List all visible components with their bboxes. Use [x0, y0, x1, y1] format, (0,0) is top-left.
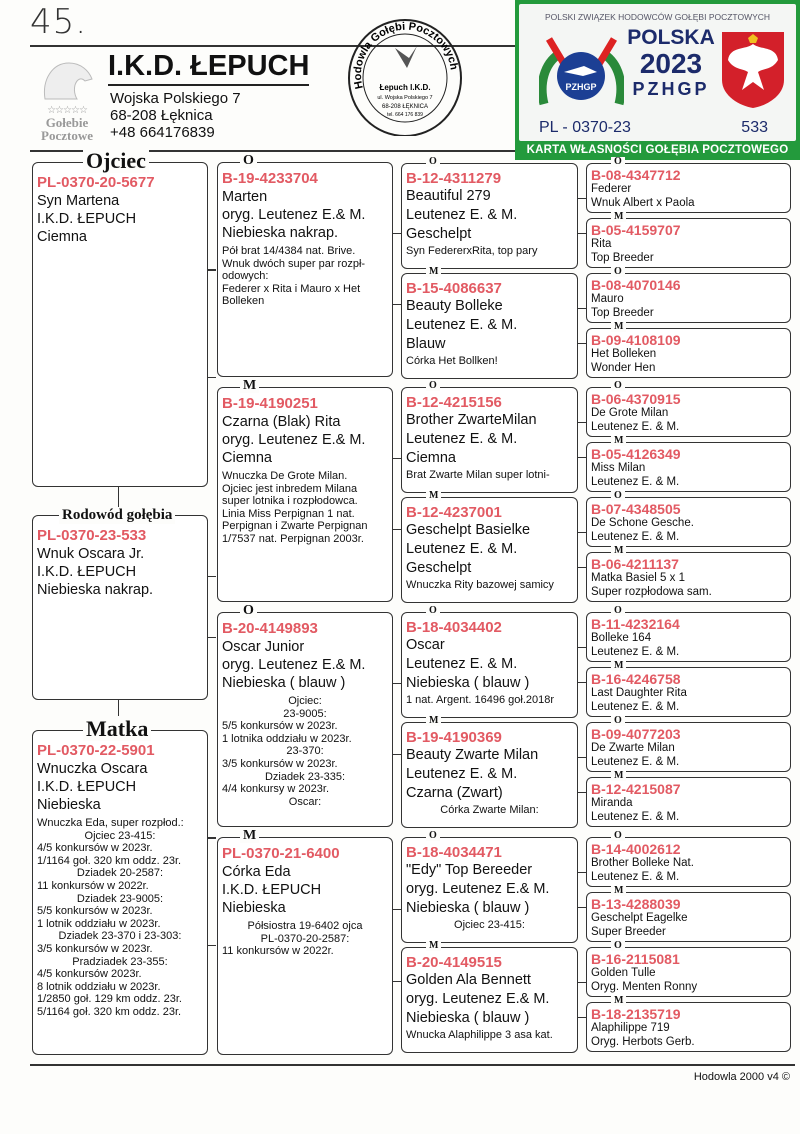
note-line: Córka Het Bollken! [406, 355, 498, 367]
connector-line [578, 757, 586, 758]
pigeon-info-line: Geschelpt [406, 560, 472, 576]
pedigree-card[interactable] [401, 830, 578, 943]
ring-number: B-20-4149515 [406, 954, 502, 971]
ring-number: B-09-4108109 [591, 332, 681, 348]
polish-eagle-emblem-icon [720, 30, 786, 108]
connector-line [578, 567, 586, 568]
ring-number: B-20-4149893 [222, 620, 318, 637]
ring-number: B-12-4215156 [406, 394, 502, 411]
pigeon-info-line: Leutenez E. & M. [591, 756, 680, 768]
pedigree-card[interactable] [586, 490, 791, 547]
connector-line [578, 907, 586, 908]
ring-number: B-16-4246758 [591, 671, 681, 687]
pigeon-info-line: Alaphilippe 719 [591, 1022, 670, 1034]
pigeon-info-line: Brother ZwarteMilan [406, 412, 537, 428]
pigeon-info-line: Mauro [591, 293, 624, 305]
parent-label: Matka [83, 717, 151, 741]
divider [30, 1064, 795, 1066]
pedigree-card[interactable] [586, 940, 791, 997]
pigeon-notes [222, 695, 388, 808]
pigeon-info-line: I.K.D. ŁEPUCH [37, 211, 137, 227]
pedigree-card[interactable] [217, 603, 393, 827]
pigeon-info-line: Miranda [591, 797, 633, 809]
note-line: Wnuk dwóch super par rozpł- [222, 257, 366, 270]
pigeon-notes [406, 579, 573, 592]
pigeon-info-line: Rita [591, 238, 612, 250]
note-line: 5/5 konkursów w 2023r. [37, 905, 153, 918]
note-line: Pradziadek 23-355: [72, 955, 168, 968]
note-line: PL-0370-20-2587: [260, 932, 350, 945]
parent-label: O [611, 941, 625, 951]
connector-line [578, 308, 586, 309]
pedigree-card[interactable] [586, 660, 791, 717]
pigeon-info-line: Beauty Zwarte Milan [406, 747, 539, 763]
pigeon-notes [222, 920, 388, 958]
pigeon-info-line: Het Bolleken [591, 348, 657, 360]
pigeon-info-line: Wnuczka Oscara [37, 761, 148, 777]
ring-number: B-18-4034471 [406, 844, 502, 861]
pigeon-logo [32, 55, 102, 142]
parent-label: O [240, 154, 257, 168]
pedigree-card[interactable] [586, 156, 791, 213]
pigeon-info-line: Leutenez E. & M. [406, 317, 518, 333]
pedigree-card[interactable] [401, 715, 578, 828]
pigeon-info-line: Oryg. Menten Ronny [591, 981, 698, 993]
pigeon-info-line: Niebieska ( blauw ) [222, 675, 346, 691]
card-organization: POLSKI ZWIĄZEK HODOWCÓW GOŁĘBI POCZTOWYCH [544, 12, 771, 22]
subject-pigeon-box[interactable] [32, 507, 208, 700]
pigeon-head-icon [37, 55, 97, 100]
pigeon-info-line: Niebieska ( blauw ) [406, 1010, 530, 1026]
pedigree-card[interactable] [401, 266, 578, 379]
pedigree-card[interactable] [586, 380, 791, 437]
pedigree-card[interactable] [586, 211, 791, 268]
pigeon-info-line: Niebieska [222, 900, 286, 916]
pigeon-notes [222, 245, 388, 308]
parent-label: M [611, 771, 626, 781]
pigeon-info-line: Ciemna [37, 229, 87, 245]
ring-number: B-19-4233704 [222, 170, 318, 187]
note-line: Perpignan i Zwarte Perpignan [222, 520, 368, 533]
parent-label: O [426, 381, 440, 391]
ring-number: PL-0370-20-5677 [37, 174, 155, 191]
note-line: Półsiostra 19-6402 ojca [247, 920, 363, 932]
pedigree-card[interactable] [401, 490, 578, 603]
pigeon-info-line: Syn Martena [37, 193, 120, 209]
note-line: 4/5 konkursów w 2023r. [37, 842, 153, 855]
note-line: Bolleken [222, 295, 265, 308]
parent-label: O [611, 491, 625, 501]
logo-stars: ☆☆☆☆☆ [47, 105, 87, 116]
pigeon-info-line: Niebieska ( blauw ) [406, 675, 530, 691]
pigeon-info-line: "Edy" Top Bereeder [406, 862, 533, 878]
connector-line [393, 754, 401, 755]
connector-line [578, 647, 586, 648]
connector-line [208, 377, 216, 378]
breeder-name: I.K.D. ŁEPUCH [108, 50, 309, 86]
note-line: Linia Miss Perpignan 1 nat. [222, 507, 355, 520]
pigeon-info-line: Blauw [406, 336, 446, 352]
note-line: Brat Zwarte Milan super lotni- [406, 469, 550, 481]
card-number: 533 [741, 119, 768, 136]
pigeon-info-line: Leutenez E. & M. [406, 541, 518, 557]
connector-line [393, 529, 401, 530]
pigeon-info-line: I.K.D. ŁEPUCH [37, 564, 137, 580]
breeder-stamp [345, 8, 465, 136]
connector-line [208, 637, 216, 638]
pedigree-card[interactable] [217, 828, 393, 1055]
pigeon-info-line: De Grote Milan [591, 407, 669, 419]
pigeon-info-line: Brother Bolleke Nat. [591, 857, 694, 869]
note-line: Dziadek 23-370 i 23-303: [58, 930, 182, 943]
connector-line [578, 982, 586, 983]
ownership-card [515, 0, 800, 160]
note-line: 3/5 konkursów w 2023r. [222, 757, 338, 770]
pigeon-info-line: I.K.D. ŁEPUCH [222, 882, 322, 898]
connector-line [393, 909, 401, 910]
note-line: Ojciec 23-415: [454, 919, 525, 931]
note-line: Federer x Rita i Mauro x Het [222, 282, 361, 295]
pigeon-info-line: Wonder Hen [591, 362, 656, 374]
pigeon-info-line: Super rozpłodowa sam. [591, 586, 712, 598]
svg-text:ul. Wojska Polskiego 7: ul. Wojska Polskiego 7 [377, 95, 433, 101]
pedigree-card[interactable] [401, 380, 578, 493]
note-line: Wnuczka Eda, super rozpłod.: [37, 817, 184, 829]
note-line: Wnuczka Rity bazowej samicy [406, 579, 554, 591]
connector-line [393, 233, 401, 234]
connector-line [578, 1017, 586, 1018]
ring-number: B-06-4370915 [591, 391, 681, 407]
parent-label: M [611, 661, 626, 671]
connector-line [578, 872, 586, 873]
note-line: 3/5 konkursów w 2023r. [37, 942, 153, 955]
parent-label: Rodowód gołębia [59, 507, 175, 524]
note-line: 1/7537 nat. Perpignan 2003r. [222, 532, 364, 545]
parent-label: O [611, 381, 625, 391]
card-union: PZHGP [632, 78, 710, 99]
note-line: 4/5 konkursów 2023r. [37, 968, 142, 981]
parent-label: O [426, 606, 440, 616]
pigeon-info-line: Geschelpt Basielke [406, 522, 531, 538]
parent-label: M [611, 212, 626, 222]
pigeon-info-line: Golden Tulle [591, 967, 656, 979]
connector-line [578, 532, 586, 533]
ring-number: B-11-4232164 [591, 616, 680, 632]
pigeon-info-line: Niebieska ( blauw ) [406, 900, 530, 916]
note-line: Dziadek 23-335: [264, 770, 346, 783]
pigeon-notes [406, 919, 573, 932]
note-line: Córka Zwarte Milan: [440, 804, 539, 816]
connector-line [393, 458, 401, 459]
logo-text: Gołebie [45, 115, 89, 130]
ring-number: B-05-4159707 [591, 222, 681, 238]
connector-line [118, 487, 119, 507]
connector-line [578, 233, 586, 234]
connector-line [393, 981, 401, 982]
note-line: Pół brat 14/4384 nat. Brive. [222, 245, 356, 257]
parent-label: O [426, 157, 440, 167]
connector-line [208, 269, 216, 270]
pigeon-info-line: Top Breeder [591, 307, 654, 319]
ring-number: PL-0370-21-6400 [222, 845, 340, 862]
pedigree-card[interactable] [586, 995, 791, 1052]
card-title [627, 26, 715, 100]
connector-line [578, 792, 586, 793]
note-line: 11 konkursów w 2022r. [222, 945, 334, 958]
pigeon-info-line: Oscar Junior [222, 639, 305, 655]
pigeon-info-line: oryg. Leutenez E.& M. [222, 657, 366, 673]
connector-line [393, 683, 401, 684]
pedigree-card[interactable] [586, 830, 791, 887]
pigeon-info-line: Top Breeder [591, 252, 654, 264]
svg-text:Łepuch I.K.D.: Łepuch I.K.D. [379, 83, 431, 92]
svg-text:tel. 664 176 839: tel. 664 176 839 [387, 112, 423, 118]
pedigree-card[interactable] [586, 605, 791, 662]
address-city: 68-208 Łęknica [110, 107, 213, 124]
note-line: 23-9005: [283, 707, 327, 720]
ring-number: B-18-2135719 [591, 1006, 681, 1022]
ring-number: B-09-4077203 [591, 726, 681, 742]
note-line: Oscar: [288, 795, 322, 808]
pigeon-info-line: Beautiful 279 [406, 188, 491, 204]
pedigree-card[interactable] [401, 605, 578, 718]
address-street: Wojska Polskiego 7 [110, 90, 241, 107]
svg-text:Hodowla Gołębi Pocztowych: Hodowla Gołębi Pocztowych [351, 20, 460, 91]
pigeon-info-line: Leutenez E. & M. [406, 766, 518, 782]
pigeon-notes [406, 804, 573, 817]
pigeon-info-line: De Schone Gesche. [591, 517, 694, 529]
parent-label: O [240, 604, 257, 618]
ring-number: B-12-4311279 [406, 170, 502, 187]
parent-label: M [426, 267, 441, 277]
connector-line [578, 343, 586, 344]
ring-number: B-12-4215087 [591, 781, 681, 797]
parent-label: M [240, 829, 259, 843]
pigeon-info-line: Oscar [406, 637, 445, 653]
parent-label: M [611, 886, 626, 896]
pedigree-card[interactable] [586, 885, 791, 942]
pigeon-info-line: Leutenez E. & M. [591, 871, 680, 883]
note-line: 1/1164 goł. 320 km oddz. 23r. [37, 854, 182, 867]
note-line: 5/1164 goł. 320 km oddz. 23r. [37, 1005, 182, 1018]
ring-number: PL-0370-23-533 [37, 527, 147, 544]
note-line: 8 lotnik oddziału w 2023r. [37, 980, 161, 993]
pigeon-info-line: oryg. Leutenez E.& M. [406, 881, 550, 897]
pigeon-info-line: Oryg. Herbots Gerb. [591, 1036, 695, 1048]
pedigree-card[interactable] [586, 770, 791, 827]
pigeon-info-line: Leutenez E. & M. [406, 207, 518, 223]
ring-number: B-08-4347712 [591, 167, 681, 183]
pigeon-info-line: Matka Basiel 5 x 1 [591, 572, 685, 584]
connector-line [578, 422, 586, 423]
note-line: Wnuczka De Grote Milan. [222, 470, 348, 482]
parent-label: M [611, 996, 626, 1006]
pigeon-info-line: oryg. Leutenez E.& M. [222, 207, 366, 223]
connector-line [208, 837, 216, 838]
connector-line [118, 700, 119, 716]
svg-text:68-208 ŁĘKNICA: 68-208 ŁĘKNICA [381, 104, 429, 110]
parent-label: M [611, 436, 626, 446]
connector-line [578, 457, 586, 458]
parent-label: M [240, 379, 259, 393]
connector-line [578, 198, 586, 199]
ring-number: B-16-2115081 [591, 951, 680, 967]
ring-number: B-12-4237001 [406, 504, 502, 521]
pedigree-card[interactable] [586, 715, 791, 772]
card-year: 2023 [639, 48, 703, 80]
pigeon-info-line: Marten [222, 189, 268, 205]
pigeon-info-line: I.K.D. ŁEPUCH [37, 779, 137, 795]
pzhgp-emblem-icon [539, 34, 624, 114]
pigeon-info-line: De Zwarte Milan [591, 742, 675, 754]
pedigree-card[interactable] [586, 435, 791, 492]
pigeon-info-line: Miss Milan [591, 462, 646, 474]
pigeon-info-line: Leutenez E. & M. [406, 431, 518, 447]
ring-number: B-19-4190369 [406, 729, 502, 746]
note-line: 1/2850 goł. 129 km oddz. 23r. [37, 993, 182, 1006]
pedigree-card[interactable] [401, 940, 578, 1053]
parent-label: O [611, 157, 625, 167]
sire-box[interactable] [32, 148, 208, 487]
note-line: 1 lotnika oddziału w 2023r. [222, 732, 352, 745]
pigeon-info-line: Leutenez E. & M. [591, 646, 680, 658]
connector-line [393, 304, 401, 305]
parent-label: Ojciec [83, 149, 149, 173]
parent-label: O [611, 716, 625, 726]
card-ring-number: PL - 0370-23 [539, 119, 631, 136]
parent-label: M [611, 546, 626, 556]
ring-number: B-19-4190251 [222, 395, 318, 412]
pigeon-info-line: Geschelpt Eagelke [591, 912, 688, 924]
pigeon-info-line: Leutenez E. & M. [591, 531, 680, 543]
ring-number: B-13-4288039 [591, 896, 681, 912]
pigeon-info-line: Niebieska [37, 797, 101, 813]
note-line: Ojciec: [288, 695, 322, 707]
note-line: Ojciec 23-415: [84, 829, 156, 842]
ring-number: B-18-4034402 [406, 619, 502, 636]
ring-number: B-05-4126349 [591, 446, 681, 462]
pedigree-card[interactable] [586, 545, 791, 602]
pigeon-notes [222, 470, 388, 546]
parent-label: M [426, 716, 441, 726]
pigeon-notes [406, 245, 573, 258]
breeder-address [110, 90, 241, 141]
parent-label: O [611, 831, 625, 841]
note-line: Dziadek 20-2587: [76, 867, 164, 880]
ring-number: B-15-4086637 [406, 280, 502, 297]
note-line: 1 nat. Argent. 16496 goł.2018r [406, 694, 555, 706]
note-line: 4/4 konkursy w 2023r. [222, 783, 330, 796]
pigeon-info-line: Czarna (Zwart) [406, 785, 503, 801]
pigeon-info-line: Ciemna [406, 450, 456, 466]
pigeon-info-line: Leutenez E. & M. [591, 476, 680, 488]
connector-line [578, 682, 586, 683]
pigeon-info-line: Wnuk Oscara Jr. [37, 546, 145, 562]
pigeon-info-line: Niebieska nakrap. [222, 225, 339, 241]
ring-number: B-07-4348505 [591, 501, 681, 517]
note-line: Dziadek 23-9005: [76, 892, 164, 905]
parent-label: M [426, 941, 441, 951]
handwritten-number: 45. [30, 2, 88, 42]
note-line: super lotnika i rozpłodowca. [222, 495, 358, 508]
ring-number: B-14-4002612 [591, 841, 681, 857]
card-footer: KARTA WŁASNOŚCI GOŁĘBIA POCZTOWEGO [526, 144, 789, 156]
note-line: 1 lotnik oddziału w 2023r. [37, 917, 161, 930]
parent-label: O [611, 267, 625, 277]
connector-line [208, 945, 216, 946]
pedigree-card[interactable] [586, 321, 791, 378]
note-line: Ojciec jest inbredem Milana [222, 482, 358, 495]
pigeon-notes [406, 1029, 573, 1042]
pedigree-card[interactable] [586, 266, 791, 323]
dam-box[interactable] [32, 716, 208, 1055]
pigeon-notes [406, 694, 573, 707]
parent-label: O [611, 606, 625, 616]
pigeon-info-line: oryg. Leutenez E.& M. [406, 991, 550, 1007]
pigeon-info-line: Golden Ala Bennett [406, 972, 531, 988]
pigeon-info-line: Beauty Bolleke [406, 298, 503, 314]
pigeon-info-line: Ciemna [222, 450, 272, 466]
note-line: 23-370: [286, 745, 324, 758]
ring-number: B-06-4211137 [591, 556, 679, 572]
pigeon-info-line: Wnuk Albert x Paola [591, 197, 695, 209]
card-country: POLSKA [627, 26, 715, 49]
pigeon-info-line: Leutenez E. & M. [591, 701, 680, 713]
pigeon-info-line: Leutenez E. & M. [591, 811, 680, 823]
pigeon-info-line: oryg. Leutenez E.& M. [222, 432, 366, 448]
note-line: 11 konkursów w 2022r. [37, 879, 149, 892]
parent-label: O [426, 831, 440, 841]
pigeon-info-line: Leutenez E. & M. [591, 421, 680, 433]
footer-credit: Hodowla 2000 v4 © [693, 1071, 790, 1083]
pigeon-info-line: Bolleke 164 [591, 632, 652, 644]
pigeon-info-line: Federer [591, 183, 632, 195]
pigeon-info-line: Super Breeder [591, 926, 666, 938]
pigeon-notes [406, 469, 573, 482]
pigeon-info-line: Córka Eda [222, 864, 291, 880]
pigeon-info-line: Geschelpt [406, 226, 472, 242]
svg-text:PZHGP: PZHGP [565, 82, 597, 92]
note-line: Wnucka Alaphilippe 3 asa kat. [406, 1029, 553, 1041]
pedigree-card[interactable] [217, 378, 393, 602]
pigeon-info-line: Last Daughter Rita [591, 687, 687, 699]
pigeon-notes [37, 817, 203, 1019]
pedigree-card[interactable] [217, 153, 393, 377]
ring-number: PL-0370-22-5901 [37, 742, 155, 759]
parent-label: M [426, 491, 441, 501]
ring-number: B-08-4070146 [591, 277, 681, 293]
connector-line [208, 576, 216, 577]
pedigree-card[interactable] [401, 156, 578, 269]
note-line: Syn FedererxRita, top pary [406, 245, 538, 257]
pigeon-notes [406, 355, 573, 368]
logo-text: Pocztowe [41, 128, 93, 143]
pigeon-info-line: Niebieska nakrap. [37, 582, 154, 598]
parent-label: M [611, 322, 626, 332]
address-phone: +48 664176839 [110, 124, 215, 141]
note-line: 5/5 konkursów w 2023r. [222, 720, 338, 733]
note-line: odowych: [222, 270, 269, 283]
pigeon-info-line: Czarna (Blak) Rita [222, 414, 341, 430]
pigeon-info-line: Leutenez E. & M. [406, 656, 518, 672]
